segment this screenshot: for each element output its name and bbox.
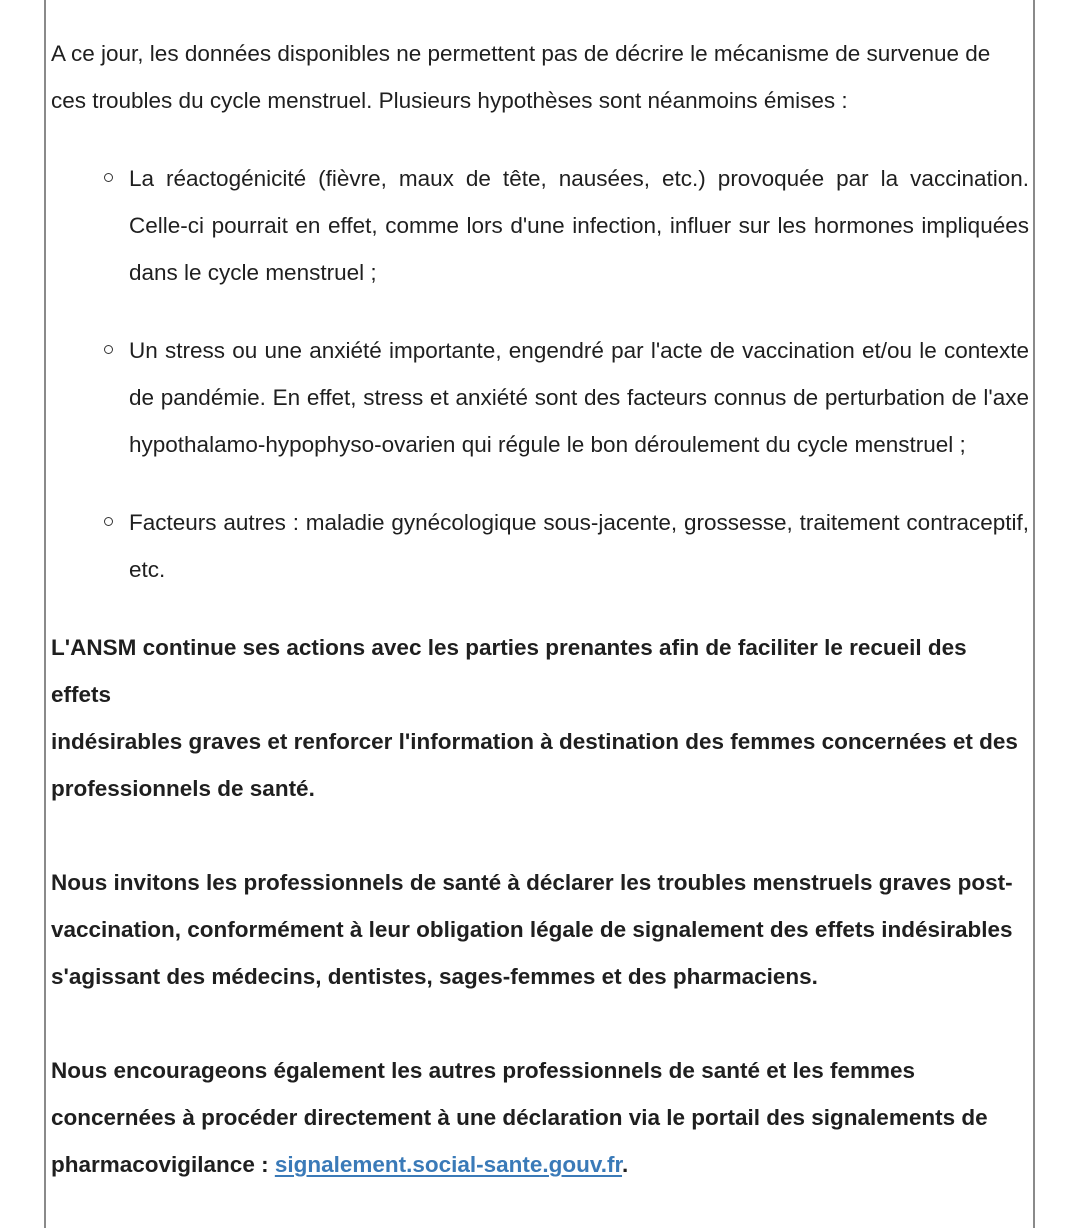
- article-body: [51, 30, 1029, 1188]
- intro-line-2: ces troubles du cycle menstruel. Plusieurs hypothèses sont néanmoins émises :: [51, 88, 848, 113]
- invitation-line-2: vaccination, conformément à leur obligation légale de signalement des effets indésirables: [51, 917, 1013, 942]
- ansm-line-1: L'ANSM continue ses actions avec les parties prenantes afin de faciliter le recueil des effets: [51, 635, 967, 707]
- encouragement-line-2: concernées à procéder directement à une déclaration via le portail des signalements de: [51, 1105, 988, 1130]
- encouragement-line-3: [51, 1141, 1029, 1188]
- intro-line-1: A ce jour, les données disponibles ne permettent pas de décrire le mécanisme de survenue de: [51, 41, 991, 66]
- hypothesis-text: Un stress ou une anxiété importante, engendré par l'acte de vaccination et/ou le contexte de pandémie. En effet, stress et anxiété sont des facteurs connus de perturbation de l'axe hypothalamo-hypophyso-ovarien qui régule le bon déroulement du cycle menstruel ;: [129, 338, 1029, 457]
- ansm-line-2: indésirables graves et renforcer l'information à destination des femmes concernées et des: [51, 729, 1018, 754]
- hypothesis-text: La réactogénicité (fièvre, maux de tête, nausées, etc.) provoquée par la vaccination. Celle-ci pourrait en effet, comme lors d'une infection, influer sur les hormones impliquées dans le cycle menstruel ;: [129, 166, 1029, 285]
- list-item: [51, 155, 1029, 296]
- list-item: [51, 499, 1029, 593]
- invitation-line-3: s'agissant des médecins, dentistes, sages-femmes et des pharmaciens.: [51, 964, 818, 989]
- encouragement-paragraph: [51, 1047, 1029, 1188]
- hypothesis-text: Facteurs autres : maladie gynécologique sous-jacente, grossesse, traitement contraceptif, etc.: [129, 510, 1029, 582]
- hollow-circle-bullet-icon: [104, 345, 113, 354]
- encouragement-line-1: Nous encourageons également les autres professionnels de santé et les femmes: [51, 1058, 916, 1083]
- hypotheses-list: [51, 155, 1029, 593]
- hollow-circle-bullet-icon: [104, 173, 113, 182]
- hollow-circle-bullet-icon: [104, 517, 113, 526]
- trailing-period: .: [622, 1152, 629, 1177]
- pharmacovigilance-label: pharmacovigilance :: [51, 1152, 275, 1177]
- list-item: [51, 327, 1029, 468]
- ansm-line-3: professionnels de santé.: [51, 776, 315, 801]
- professionals-invitation-paragraph: [51, 859, 1029, 1000]
- intro-paragraph: [51, 30, 1029, 124]
- invitation-line-1: Nous invitons les professionnels de santé à déclarer les troubles menstruels graves post-: [51, 870, 1013, 895]
- ansm-statement-paragraph: [51, 624, 1029, 812]
- signalement-portal-link[interactable]: signalement.social-sante.gouv.fr: [274, 1152, 623, 1177]
